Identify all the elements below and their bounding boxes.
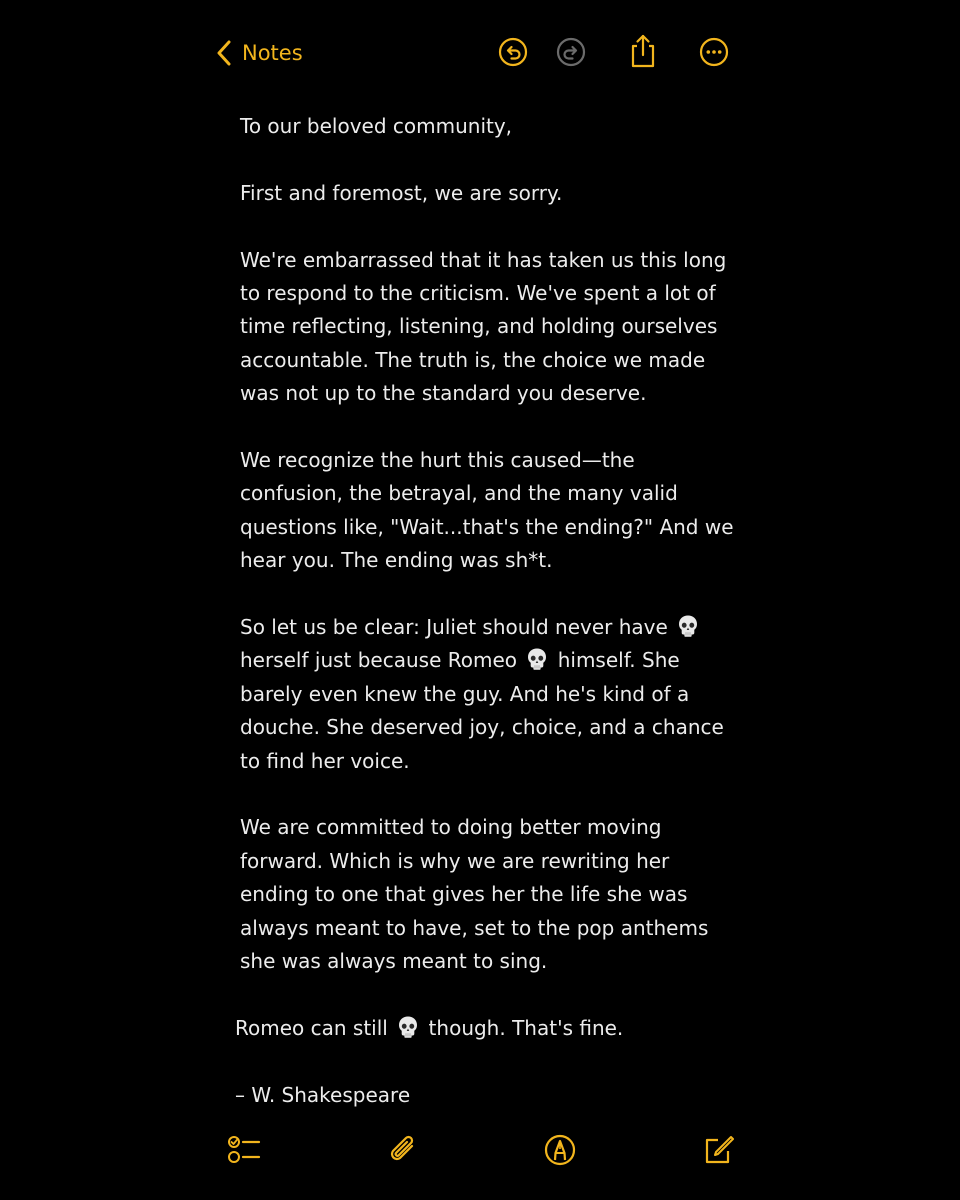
- paperclip-icon[interactable]: [385, 1132, 421, 1168]
- text-span: Romeo can still: [235, 1015, 395, 1040]
- skull-emoji: [396, 1015, 420, 1039]
- text-span: himself. She barely even knew the guy. And he's kind of a douche. She deserved joy, choice, and a chance to find her voice.: [240, 648, 724, 773]
- note-paragraph-romeo: [235, 1012, 740, 1045]
- chevron-left-icon: [216, 40, 232, 66]
- skull-emoji: [676, 614, 700, 638]
- checklist-icon[interactable]: [226, 1132, 262, 1168]
- note-greeting: To our beloved community,: [240, 114, 513, 138]
- note-paragraph-committed: We are committed to doing better moving forward. Which is why we are rewriting her ending to one that gives her the life she was always meant to have, set to the pop anthems she was always meant to sing.: [240, 815, 709, 974]
- back-button[interactable]: [216, 36, 303, 70]
- skull-emoji: [525, 647, 549, 671]
- more-icon[interactable]: [698, 36, 730, 68]
- markup-pen-icon[interactable]: [542, 1132, 578, 1168]
- text-span: though. That's fine.: [422, 1015, 624, 1040]
- text-span: So let us be clear: Juliet should never have: [240, 615, 675, 640]
- note-paragraph-hurt: We recognize the hurt this caused—the confusion, the betrayal, and the many valid questions like, "Wait...that's the ending?" And we hear you. The ending was sh*t.: [240, 448, 734, 573]
- note-paragraph-clear: [240, 611, 740, 778]
- text-span: herself just because Romeo: [240, 648, 524, 673]
- bottom-toolbar: [0, 1120, 960, 1180]
- note-paragraph-embarrassed: We're embarrassed that it has taken us this long to respond to the criticism. We've spent a lot of time reflecting, listening, and holding ourselves accountable. The truth is, the choice we made was not up to the standard you deserve.: [240, 247, 727, 406]
- undo-icon[interactable]: [497, 36, 529, 68]
- share-icon[interactable]: [627, 33, 659, 65]
- compose-icon[interactable]: [700, 1132, 736, 1168]
- note-signature: – W. Shakespeare: [235, 1082, 411, 1107]
- top-toolbar: [0, 0, 960, 105]
- note-paragraph-apology: First and foremost, we are sorry.: [240, 180, 563, 205]
- note-body[interactable]: [235, 110, 740, 1112]
- redo-icon[interactable]: [555, 36, 587, 68]
- back-label: Notes: [242, 41, 303, 65]
